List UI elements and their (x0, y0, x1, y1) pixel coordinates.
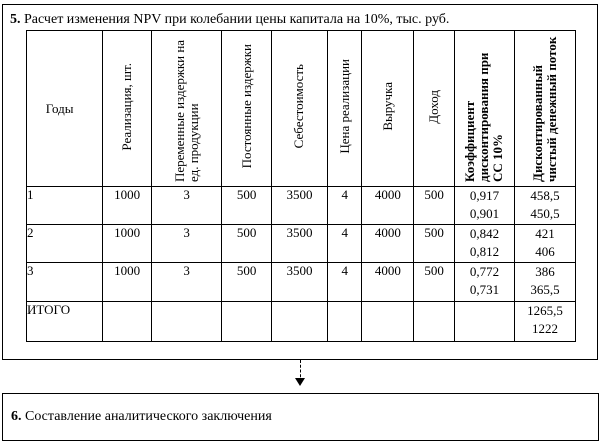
header-discounted-cash-flow: Дисконтированный чистый денежный поток (514, 31, 575, 187)
cell-variable-costs: 3 (152, 263, 222, 302)
section-5-title: Расчет изменения NPV при колебании цены капитала на 10%, тыс. руб. (24, 12, 450, 27)
coef-value-a: 0,917 (469, 188, 500, 203)
cell-empty (272, 302, 328, 342)
section-6-title: Составление аналитического заключения (25, 409, 272, 424)
header-revenue: Выручка (362, 31, 414, 187)
cell-year: 2 (27, 224, 103, 263)
cell-cost-price: 3500 (272, 263, 328, 302)
cell-empty (454, 302, 514, 342)
coef-value-b: 0,731 (469, 282, 500, 298)
cell-discounted-cash-flow (514, 224, 575, 263)
section-5-heading (10, 11, 449, 28)
cell-total-label: ИТОГО (27, 302, 103, 342)
cell-revenue: 4000 (362, 224, 414, 263)
table-row (27, 224, 576, 263)
cell-year: 3 (27, 263, 103, 302)
cell-discounted-cash-flow (514, 187, 575, 225)
header-years: Годы (27, 31, 103, 187)
cell-discount-coef (454, 224, 514, 263)
table-header-row (27, 31, 576, 187)
cell-revenue: 4000 (362, 263, 414, 302)
total-dcf-b: 1222 (531, 321, 558, 337)
cell-income: 500 (414, 224, 455, 263)
header-cost-price: Себестоимость (272, 31, 328, 187)
header-variable-costs: Переменные издержки на ед. продукции (152, 31, 222, 187)
cell-sales: 1000 (103, 187, 152, 225)
cell-variable-costs: 3 (152, 187, 222, 225)
cell-fixed-costs: 500 (222, 224, 272, 263)
header-fixed-costs: Постоянные издержки (222, 31, 272, 187)
coef-value-b: 0,812 (469, 243, 500, 259)
cell-fixed-costs: 500 (222, 187, 272, 225)
total-dcf-a: 1265,5 (527, 303, 563, 319)
header-income: Доход (414, 31, 455, 187)
coef-value-b: 0,901 (469, 206, 500, 221)
cell-discount-coef (454, 263, 514, 302)
header-sales: Реализация, шт. (103, 31, 152, 187)
cell-discounted-cash-flow (514, 263, 575, 302)
cell-sales: 1000 (103, 263, 152, 302)
npv-table (26, 30, 576, 342)
dcf-value-a: 386 (535, 264, 555, 280)
cell-year: 1 (27, 187, 103, 225)
dcf-value-b: 406 (535, 243, 555, 259)
coef-value-a: 0,842 (469, 225, 500, 241)
header-sale-price: Цена реализации (327, 31, 362, 187)
table-row (27, 187, 576, 225)
dcf-value-b: 365,5 (530, 282, 560, 298)
section-5-number: 5. (10, 12, 21, 27)
dcf-value-b: 450,5 (530, 206, 560, 221)
cell-fixed-costs: 500 (222, 263, 272, 302)
section-6-number: 6. (11, 409, 22, 424)
cell-empty (152, 302, 222, 342)
cell-income: 500 (414, 187, 455, 225)
cell-cost-price: 3500 (272, 187, 328, 225)
section-6-box (2, 393, 599, 441)
cell-total-dcf (514, 302, 575, 342)
cell-sales: 1000 (103, 224, 152, 263)
cell-empty (362, 302, 414, 342)
cell-sale-price: 4 (327, 224, 362, 263)
cell-empty (103, 302, 152, 342)
cell-variable-costs: 3 (152, 224, 222, 263)
table-total-row (27, 302, 576, 342)
cell-empty (327, 302, 362, 342)
cell-income: 500 (414, 263, 455, 302)
cell-empty (222, 302, 272, 342)
table-row (27, 263, 576, 302)
flow-arrow-head (295, 378, 305, 386)
cell-cost-price: 3500 (272, 224, 328, 263)
coef-value-a: 0,772 (469, 264, 500, 280)
cell-sale-price: 4 (327, 263, 362, 302)
cell-sale-price: 4 (327, 187, 362, 225)
dcf-value-a: 458,5 (530, 188, 560, 203)
header-discount-coef: Коэффициент дисконтирования при СС 10% (454, 31, 514, 187)
section-6-heading (11, 408, 272, 425)
cell-revenue: 4000 (362, 187, 414, 225)
cell-empty (414, 302, 455, 342)
cell-discount-coef (454, 187, 514, 225)
dcf-value-a: 421 (535, 225, 555, 241)
